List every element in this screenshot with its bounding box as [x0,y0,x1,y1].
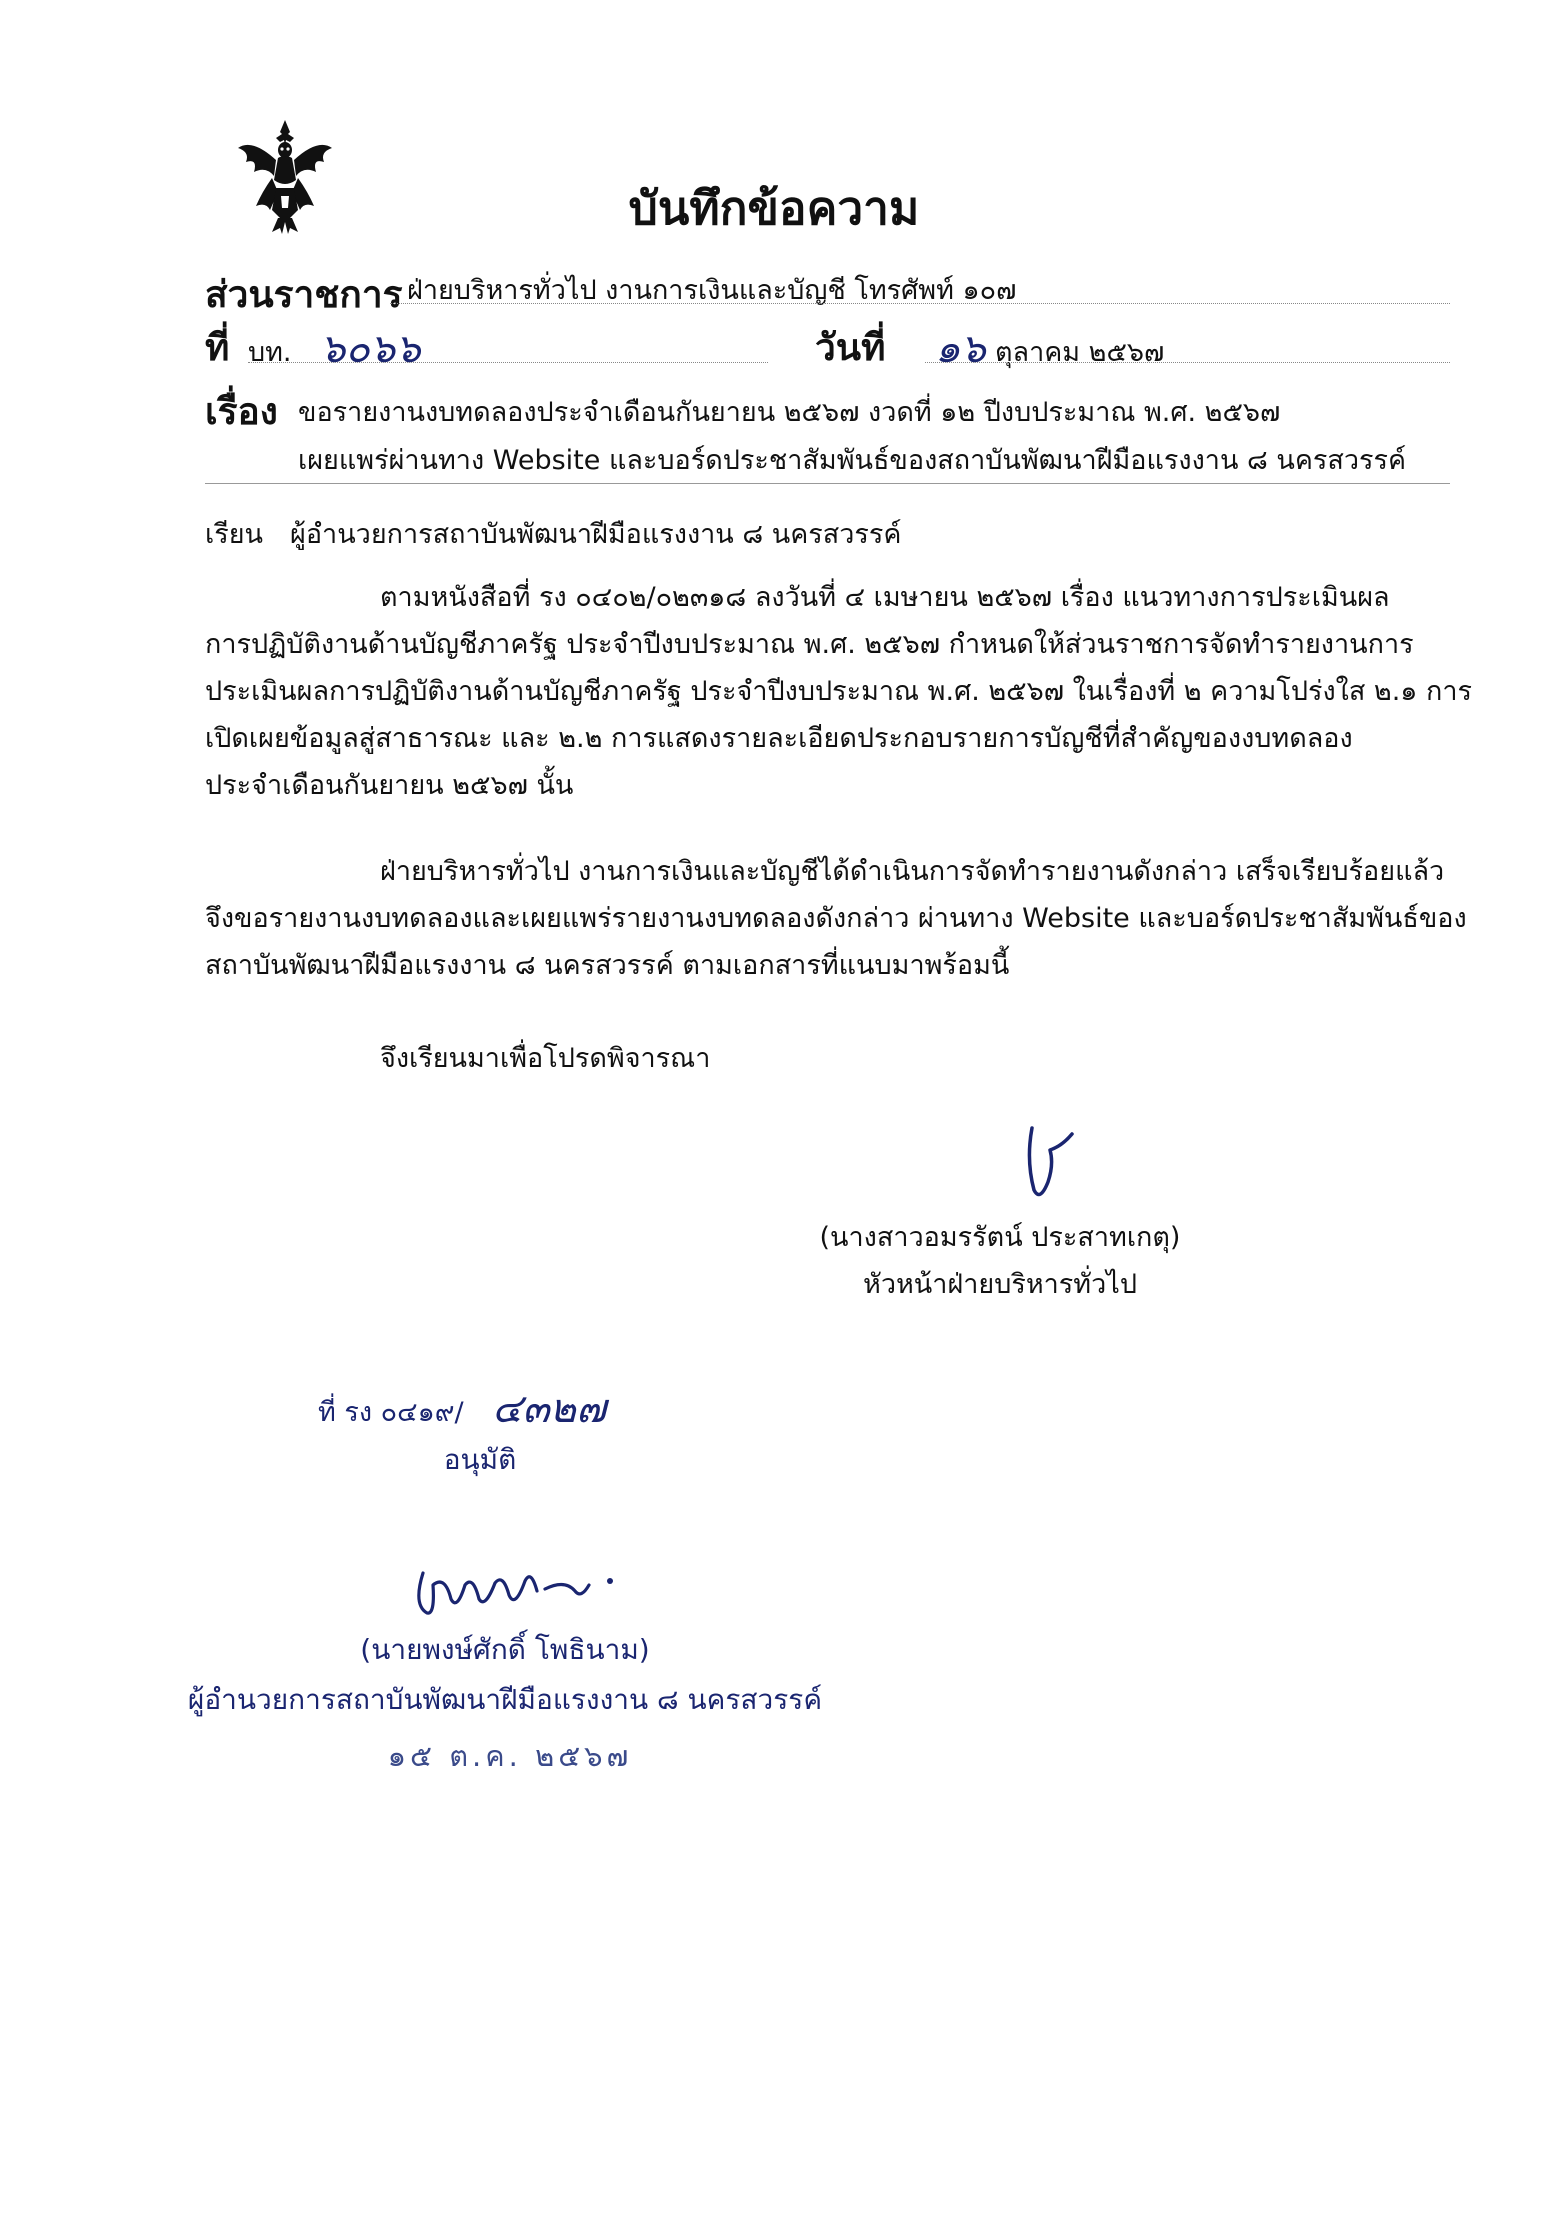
date-month-year: ตุลาคม ๒๕๖๗ [995,337,1165,368]
number-label: ที่ [205,326,230,369]
body-paragraph-2 [205,848,1467,989]
date-day-handwritten: ๑๖ [935,326,986,372]
paragraph-1-line: ตามหนังสือที่ รง ๐๔๐๒/๐๒๓๑๘ ลงวันที่ ๔ เมษายน ๒๕๖๗ เรื่อง แนวทางการประเมินผล [380,582,1390,613]
approval-decision: อนุมัติ [443,1443,517,1476]
document-title: บันทึกข้อความ [628,181,920,235]
header-divider [205,483,1450,484]
signer-name: (นางสาวอมรรัตน์ ประสาทเกตุ) [819,1222,1181,1253]
approver-signature [405,1555,635,1625]
paragraph-2-line: สถาบันพัฒนาฝีมือแรงงาน ๘ นครสวรรค์ ตามเอกสารที่แนบมาพร้อมนี้ [205,950,1010,981]
number-prefix: บท. [248,337,292,368]
paragraph-1-line: เปิดเผยข้อมูลสู่สาธารณะ และ ๒.๒ การแสดงรายละเอียดประกอบรายการบัญชีที่สำคัญของงบทดลอง [205,723,1353,754]
approver-position: ผู้อำนวยการสถาบันพัฒนาฝีมือแรงงาน ๘ นครสวรรค์ [187,1683,823,1716]
approval-ref-prefix: ที่ รง ๐๔๑๙/ [318,1397,464,1428]
approval-date-stamp: ๑๕ ต.ค. ๒๕๖๗ [387,1739,633,1773]
subject-line-1: ขอรายงานงบทดลองประจำเดือนกันยายน ๒๕๖๗ งวดที่ ๑๒ ปีงบประมาณ พ.ศ. ๒๕๖๗ [298,397,1281,428]
number-handwritten: ๖๐๖๖ [320,326,421,372]
subject-line-2: เผยแพร่ผ่านทาง Website และบอร์ดประชาสัมพันธ์ของสถาบันพัฒนาฝีมือแรงงาน ๘ นครสวรรค์ [298,445,1407,476]
signer-position: หัวหน้าฝ่ายบริหารทั่วไป [863,1269,1137,1300]
number-dotted-line [248,362,768,363]
signer-signature [1010,1120,1090,1210]
approver-name: (นายพงษ์ศักดิ์ โพธินาม) [360,1633,650,1666]
paragraph-2-line: ฝ่ายบริหารทั่วไป งานการเงินและบัญชีได้ดำเนินการจัดทำรายงานดังกล่าว เสร็จเรียบร้อยแล้ว [380,856,1445,887]
date-label: วันที่ [815,326,886,369]
paragraph-1-line: ประเมินผลการปฏิบัติงานด้านบัญชีภาครัฐ ประจำปีงบประมาณ พ.ศ. ๒๕๖๗ ในเรื่องที่ ๒ ความโปร่งใส ๒.๑ การ [205,676,1473,707]
date-dotted-line [925,362,1450,363]
to-value: ผู้อำนวยการสถาบันพัฒนาฝีมือแรงงาน ๘ นครสวรรค์ [290,519,902,550]
paragraph-1-line: การปฏิบัติงานด้านบัญชีภาครัฐ ประจำปีงบประมาณ พ.ศ. ๒๕๖๗ กำหนดให้ส่วนราชการจัดทำรายงานการ [205,629,1414,660]
closing-line: จึงเรียนมาเพื่อโปรดพิจารณา [380,1043,711,1074]
subject-label: เรื่อง [205,390,278,433]
department-dotted-line [390,303,1450,304]
paragraph-1-line: ประจำเดือนกันยายน ๒๕๖๗ นั้น [205,770,574,801]
body-paragraph-1 [205,574,1473,809]
department-label: ส่วนราชการ [205,273,403,316]
paragraph-2-line: จึงขอรายงานงบทดลองและเผยแพร่รายงานงบทดลองดังกล่าว ผ่านทาง Website และบอร์ดประชาสัมพันธ์ของ [205,903,1467,934]
to-label: เรียน [205,519,264,550]
department-value: ฝ่ายบริหารทั่วไป งานการเงินและบัญชี โทรศัพท์ ๑๐๗ [407,275,1017,306]
approval-ref-handwritten: ๔๓๒๗ [492,1386,607,1432]
